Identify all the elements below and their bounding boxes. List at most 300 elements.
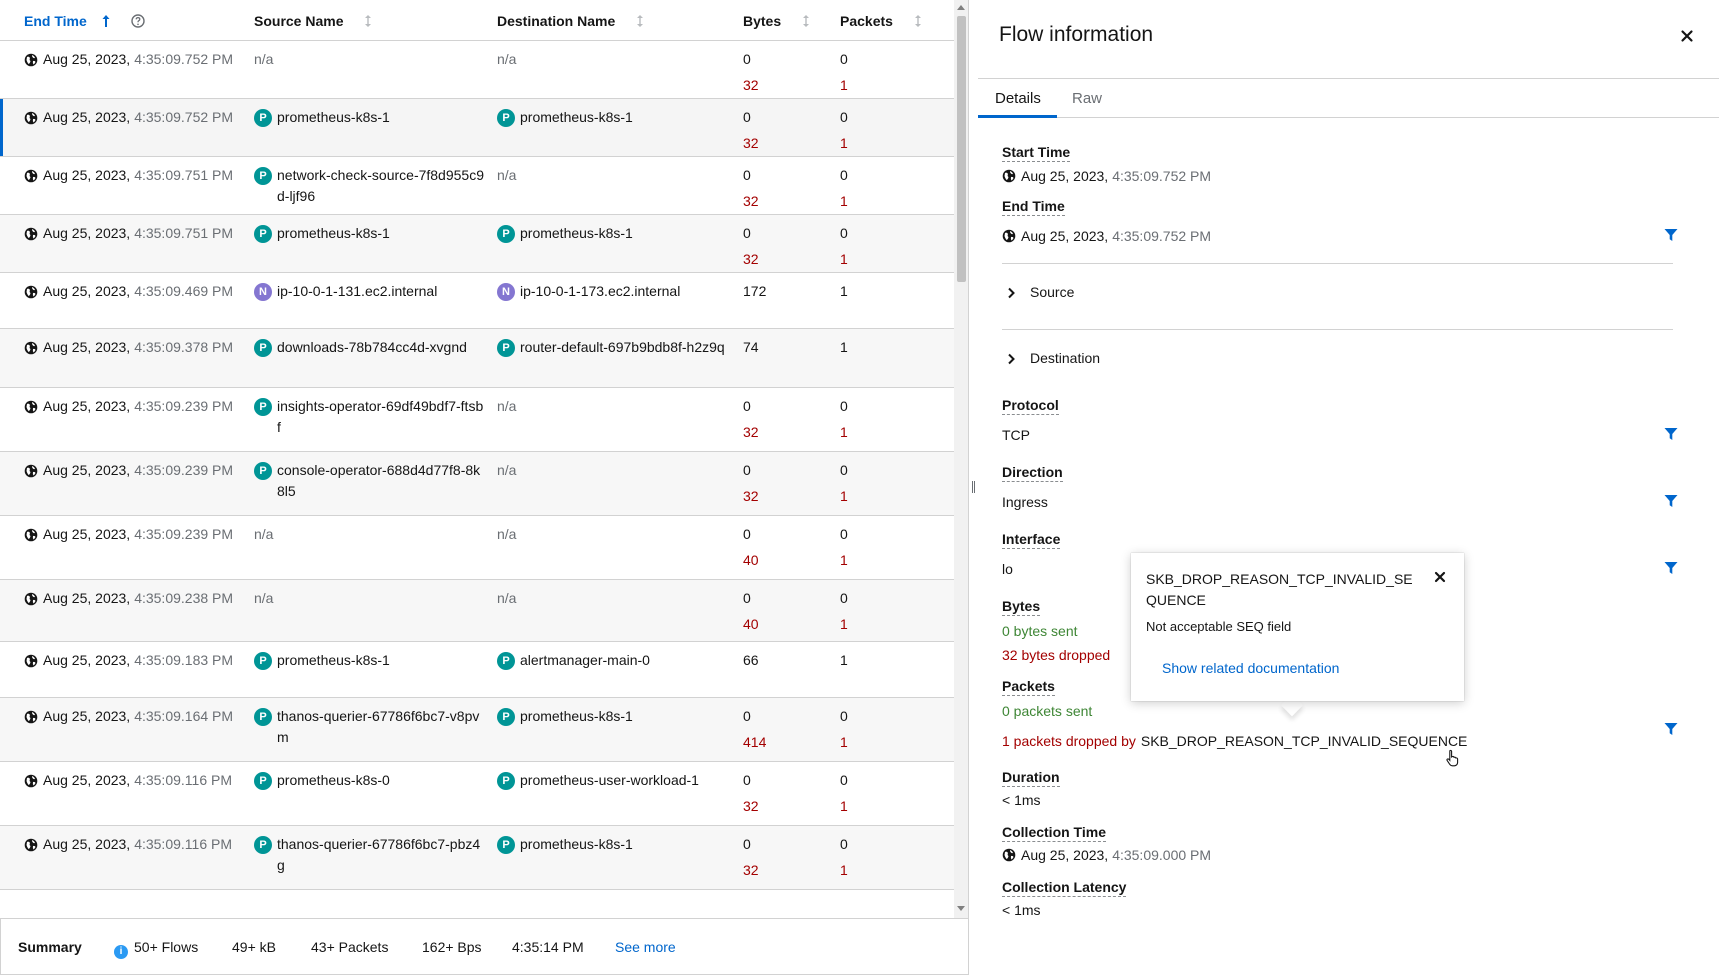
row-date: Aug 25, 2023, xyxy=(43,462,131,478)
node-badge-icon: N xyxy=(497,283,515,301)
bytes-cell-dropped: 32 xyxy=(743,77,759,93)
packets-dropped-prefix: 1 packets dropped by xyxy=(1002,733,1136,749)
globe-icon xyxy=(24,168,38,182)
tab-raw[interactable]: Raw xyxy=(1072,90,1103,107)
packets-cell xyxy=(840,165,848,212)
dst-resource[interactable] xyxy=(497,650,727,671)
pod-badge-icon: P xyxy=(254,339,272,357)
sort-icon xyxy=(913,14,923,28)
start-time-label: Start Time xyxy=(1002,144,1071,160)
src-resource[interactable] xyxy=(254,281,484,302)
pod-badge-icon: P xyxy=(254,398,272,416)
dst-resource[interactable] xyxy=(497,770,727,791)
bytes-cell-sent: 0 xyxy=(743,836,751,852)
popover-body: Not acceptable SEQ field xyxy=(1146,619,1292,634)
filter-protocol-icon[interactable] xyxy=(1664,427,1678,441)
column-header-source-name[interactable]: Source Name xyxy=(254,13,373,29)
collection-latency-field xyxy=(1002,879,1126,918)
row-date: Aug 25, 2023, xyxy=(43,339,131,355)
chevron-right-icon xyxy=(1006,352,1016,364)
table-scrollbar[interactable] xyxy=(954,0,968,918)
globe-icon xyxy=(1002,229,1016,243)
packets-cell-dropped: 1 xyxy=(840,251,848,267)
packets-cell xyxy=(840,524,848,571)
info-icon: i xyxy=(114,945,128,959)
dst-name-na: n/a xyxy=(497,51,517,67)
bytes-cell xyxy=(743,49,759,96)
bytes-cell-sent: 0 xyxy=(743,772,751,788)
pod-badge-icon: P xyxy=(497,772,515,790)
dst-name: router-default-697b9bdb8f-h2z9q xyxy=(520,339,725,355)
dst-resource[interactable] xyxy=(497,107,727,128)
summary-rate: 162+ Bps xyxy=(422,939,482,955)
collection-time-field xyxy=(1002,824,1211,863)
row-clock: 4:35:09.239 PM xyxy=(134,526,234,542)
table-row[interactable] xyxy=(0,41,955,99)
bytes-cell xyxy=(743,770,759,817)
row-clock: 4:35:09.164 PM xyxy=(134,708,234,724)
bytes-cell-dropped: 32 xyxy=(743,135,759,151)
dst-resource[interactable] xyxy=(497,223,727,244)
bytes-cell xyxy=(743,107,759,154)
src-resource[interactable] xyxy=(254,650,484,671)
end-time-cell xyxy=(24,524,233,545)
bytes-cell xyxy=(743,706,766,753)
src-name: prometheus-k8s-0 xyxy=(277,772,390,788)
bytes-cell xyxy=(743,223,759,270)
packets-cell xyxy=(840,223,848,270)
filter-interface-icon[interactable] xyxy=(1664,561,1678,575)
row-date: Aug 25, 2023, xyxy=(43,708,131,724)
pod-badge-icon: P xyxy=(254,462,272,480)
pod-badge-icon: P xyxy=(254,109,272,127)
src-name: thanos-querier-67786f6bc7-pbz4g xyxy=(277,836,481,873)
bytes-label: Bytes xyxy=(1002,598,1041,614)
src-resource[interactable] xyxy=(254,337,484,358)
drawer-title: Flow information xyxy=(999,23,1154,46)
hand-cursor-icon xyxy=(1445,749,1461,767)
flow-information-drawer xyxy=(978,0,1719,975)
dst-name-na: n/a xyxy=(497,167,517,183)
end-time-cell xyxy=(24,337,233,358)
row-date: Aug 25, 2023, xyxy=(43,51,131,67)
globe-icon xyxy=(24,399,38,413)
chevron-right-icon xyxy=(1006,286,1016,298)
table-row[interactable] xyxy=(0,452,955,516)
row-date: Aug 25, 2023, xyxy=(43,109,131,125)
destination-expander[interactable]: Destination xyxy=(1006,350,1100,366)
bytes-cell-dropped: 32 xyxy=(743,193,759,209)
globe-icon xyxy=(24,837,38,851)
packets-cell-dropped: 1 xyxy=(840,193,848,209)
active-tab-indicator xyxy=(978,115,1057,118)
dst-resource[interactable] xyxy=(497,281,727,302)
packets-cell-dropped: 1 xyxy=(840,734,848,750)
end-time-cell xyxy=(24,834,232,855)
bytes-cell xyxy=(743,281,766,302)
globe-icon xyxy=(24,110,38,124)
globe-icon xyxy=(24,52,38,66)
end-time-cell xyxy=(24,396,233,417)
scroll-up-arrow[interactable] xyxy=(957,5,965,10)
bytes-cell xyxy=(743,165,759,212)
bytes-cell-value: 172 xyxy=(743,283,767,299)
summary-bytes: 49+ kB xyxy=(232,939,276,955)
packets-cell-dropped: 1 xyxy=(840,135,848,151)
row-date: Aug 25, 2023, xyxy=(43,652,131,668)
filter-direction-icon[interactable] xyxy=(1664,494,1678,508)
popover-title: SKB_DROP_REASON_TCP_INVALID_SEQUENCE xyxy=(1146,571,1413,608)
divider xyxy=(1002,329,1673,330)
start-time-field xyxy=(1002,144,1211,184)
end-time-cell xyxy=(24,650,233,671)
column-header-bytes[interactable]: Bytes xyxy=(743,13,811,29)
src-name-na: n/a xyxy=(254,526,274,542)
interface-value: lo xyxy=(1002,561,1013,577)
protocol-field xyxy=(1002,397,1059,443)
packets-cell xyxy=(840,706,848,753)
bytes-cell xyxy=(743,460,759,507)
src-name: prometheus-k8s-1 xyxy=(277,109,390,125)
row-date: Aug 25, 2023, xyxy=(43,836,131,852)
filter-packets-icon[interactable] xyxy=(1664,722,1678,736)
pod-badge-icon: P xyxy=(254,167,272,185)
globe-icon xyxy=(24,527,38,541)
interface-label: Interface xyxy=(1002,531,1061,547)
pod-badge-icon: P xyxy=(497,708,515,726)
row-clock: 4:35:09.183 PM xyxy=(134,652,234,668)
collection-time-label: Collection Time xyxy=(1002,824,1106,840)
bytes-cell-sent: 0 xyxy=(743,526,751,542)
drop-reason-link[interactable]: SKB_DROP_REASON_TCP_INVALID_SEQUENCE xyxy=(1140,733,1468,749)
packets-cell-sent: 0 xyxy=(840,109,848,125)
summary-flows[interactable]: i 50+ Flows xyxy=(114,939,198,959)
globe-icon xyxy=(24,773,38,787)
src-name: console-operator-688d4d77f8-8k8l5 xyxy=(277,462,481,499)
src-resource[interactable] xyxy=(254,706,484,748)
dst-name: prometheus-k8s-1 xyxy=(520,225,633,241)
dst-name: ip-10-0-1-173.ec2.internal xyxy=(520,283,681,299)
sort-ascending-icon xyxy=(101,14,111,28)
src-name: network-check-source-7f8d955c9d-ljf96 xyxy=(277,167,484,204)
pod-badge-icon: P xyxy=(254,708,272,726)
src-resource[interactable] xyxy=(254,165,484,207)
bytes-field xyxy=(1002,598,1110,663)
summary-time: 4:35:14 PM xyxy=(512,939,584,955)
scroll-down-arrow[interactable] xyxy=(957,906,965,911)
bytes-cell-sent: 0 xyxy=(743,225,751,241)
bytes-cell-sent: 0 xyxy=(743,109,751,125)
dst-name: prometheus-k8s-1 xyxy=(520,836,633,852)
src-name: thanos-querier-67786f6bc7-v8pvm xyxy=(277,708,480,745)
table-row[interactable] xyxy=(0,329,955,388)
row-date: Aug 25, 2023, xyxy=(43,526,131,542)
row-clock: 4:35:09.752 PM xyxy=(134,109,234,125)
dst-name: prometheus-user-workload-1 xyxy=(520,772,699,788)
packets-cell xyxy=(840,588,848,635)
packets-cell xyxy=(840,49,848,96)
row-date: Aug 25, 2023, xyxy=(43,225,131,241)
end-time-cell xyxy=(24,281,233,302)
row-clock: 4:35:09.238 PM xyxy=(134,590,234,606)
start-time-clock: 4:35:09.752 PM xyxy=(1112,168,1212,184)
row-date: Aug 25, 2023, xyxy=(43,167,131,183)
packets-cell-sent: 0 xyxy=(840,590,848,606)
packets-cell-dropped: 1 xyxy=(840,862,848,878)
duration-label: Duration xyxy=(1002,769,1060,785)
table-row[interactable] xyxy=(0,762,955,826)
dst-name-na: n/a xyxy=(497,462,517,478)
scroll-thumb[interactable] xyxy=(957,16,966,282)
protocol-label: Protocol xyxy=(1002,397,1059,413)
row-clock: 4:35:09.751 PM xyxy=(134,167,234,183)
close-icon[interactable] xyxy=(1433,570,1447,584)
end-time-label: End Time xyxy=(1002,198,1065,214)
row-clock: 4:35:09.239 PM xyxy=(134,462,234,478)
pod-badge-icon: P xyxy=(497,225,515,243)
packets-cell xyxy=(840,650,848,671)
globe-icon xyxy=(24,653,38,667)
src-name: prometheus-k8s-1 xyxy=(277,652,390,668)
packets-cell-dropped: 1 xyxy=(840,424,848,440)
globe-icon xyxy=(24,463,38,477)
globe-icon xyxy=(24,340,38,354)
dst-name: alertmanager-main-0 xyxy=(520,652,650,668)
end-time-date: Aug 25, 2023, xyxy=(1021,228,1109,244)
packets-cell-sent: 0 xyxy=(840,398,848,414)
globe-icon xyxy=(24,284,38,298)
start-time-date: Aug 25, 2023, xyxy=(1021,168,1109,184)
bytes-cell-dropped: 32 xyxy=(743,424,759,440)
end-time-cell xyxy=(24,770,232,791)
collection-latency-value: < 1ms xyxy=(1002,902,1041,918)
bytes-cell-dropped: 414 xyxy=(743,734,767,750)
row-clock: 4:35:09.378 PM xyxy=(134,339,234,355)
packets-cell-dropped: 1 xyxy=(840,616,848,632)
help-icon[interactable] xyxy=(131,14,145,28)
column-header-end-time[interactable]: End Time xyxy=(24,13,145,29)
bytes-cell-dropped: 32 xyxy=(743,251,759,267)
node-badge-icon: N xyxy=(254,283,272,301)
drawer-splitter[interactable] xyxy=(968,0,978,975)
pod-badge-icon: P xyxy=(497,652,515,670)
src-name-na: n/a xyxy=(254,590,274,606)
packets-cell-dropped: 1 xyxy=(840,488,848,504)
table-row[interactable] xyxy=(0,580,955,642)
table-row[interactable] xyxy=(0,215,955,273)
src-name-na: n/a xyxy=(254,51,274,67)
table-row[interactable] xyxy=(0,273,955,329)
collection-time-clock: 4:35:09.000 PM xyxy=(1112,847,1212,863)
bytes-cell-sent: 0 xyxy=(743,51,751,67)
packets-cell xyxy=(840,834,848,881)
packets-cell-sent: 0 xyxy=(840,836,848,852)
bytes-cell xyxy=(743,337,759,358)
direction-value: Ingress xyxy=(1002,494,1048,510)
packets-cell-sent: 0 xyxy=(840,708,848,724)
end-time-clock: 4:35:09.752 PM xyxy=(1112,228,1212,244)
summary-packets: 43+ Packets xyxy=(311,939,389,955)
splitter-grip-icon[interactable] xyxy=(972,481,975,493)
packets-cell-dropped: 1 xyxy=(840,552,848,568)
dst-name: prometheus-k8s-1 xyxy=(520,109,633,125)
row-date: Aug 25, 2023, xyxy=(43,283,131,299)
packets-cell-sent: 0 xyxy=(840,772,848,788)
packets-cell-value: 1 xyxy=(840,283,848,299)
bytes-cell-value: 74 xyxy=(743,339,759,355)
end-time-field xyxy=(1002,198,1211,244)
packets-cell xyxy=(840,460,848,507)
protocol-value: TCP xyxy=(1002,427,1030,443)
dst-name-na: n/a xyxy=(497,398,517,414)
end-time-cell xyxy=(24,588,233,609)
duration-field xyxy=(1002,769,1060,808)
row-clock: 4:35:09.752 PM xyxy=(134,51,234,67)
src-resource[interactable] xyxy=(254,107,484,128)
bytes-cell-dropped: 40 xyxy=(743,552,759,568)
summary-bar xyxy=(0,918,969,975)
bytes-cell xyxy=(743,834,759,881)
bytes-cell-dropped: 40 xyxy=(743,616,759,632)
bytes-cell-dropped: 32 xyxy=(743,862,759,878)
table-row[interactable] xyxy=(0,642,955,698)
row-clock: 4:35:09.239 PM xyxy=(134,398,234,414)
dst-name-na: n/a xyxy=(497,526,517,542)
row-clock: 4:35:09.116 PM xyxy=(134,772,232,788)
packets-cell-dropped: 1 xyxy=(840,77,848,93)
end-time-cell xyxy=(24,460,233,481)
duration-value: < 1ms xyxy=(1002,792,1041,808)
globe-icon xyxy=(24,709,38,723)
packets-cell-value: 1 xyxy=(840,652,848,668)
bytes-cell-sent: 0 xyxy=(743,398,751,414)
pod-badge-icon: P xyxy=(254,772,272,790)
src-resource[interactable] xyxy=(254,770,484,791)
tab-details[interactable]: Details xyxy=(995,90,1041,107)
bytes-cell-sent: 0 xyxy=(743,167,751,183)
bytes-sent: 0 bytes sent xyxy=(1002,623,1078,639)
table-row[interactable] xyxy=(0,388,955,452)
bytes-cell-dropped: 32 xyxy=(743,798,759,814)
bytes-cell xyxy=(743,650,759,671)
source-expander[interactable]: Source xyxy=(1006,284,1074,300)
packets-cell-sent: 0 xyxy=(840,526,848,542)
packets-sent: 0 packets sent xyxy=(1002,703,1093,719)
src-name: insights-operator-69df49bdf7-ftsbf xyxy=(277,398,484,435)
table-row[interactable] xyxy=(0,516,955,580)
packets-cell xyxy=(840,337,848,358)
packets-cell-sent: 0 xyxy=(840,462,848,478)
collection-time-date: Aug 25, 2023, xyxy=(1021,847,1109,863)
direction-label: Direction xyxy=(1002,464,1063,480)
dst-resource[interactable] xyxy=(497,834,727,855)
direction-field xyxy=(1002,464,1063,510)
sort-icon xyxy=(801,14,811,28)
collection-latency-label: Collection Latency xyxy=(1002,879,1127,895)
summary-title: Summary xyxy=(18,939,82,955)
packets-cell-sent: 0 xyxy=(840,51,848,67)
dst-resource[interactable] xyxy=(497,337,727,358)
end-time-cell xyxy=(24,165,233,186)
bytes-cell-value: 66 xyxy=(743,652,759,668)
packets-cell-dropped: 1 xyxy=(840,798,848,814)
bytes-cell-sent: 0 xyxy=(743,708,751,724)
packets-cell xyxy=(840,281,848,302)
src-name: downloads-78b784cc4d-xvgnd xyxy=(277,339,467,355)
bytes-cell-sent: 0 xyxy=(743,590,751,606)
bytes-cell xyxy=(743,588,759,635)
see-more-link[interactable]: See more xyxy=(615,939,676,955)
bytes-dropped: 32 bytes dropped xyxy=(1002,647,1111,663)
packets-label: Packets xyxy=(1002,678,1055,694)
sort-icon xyxy=(635,14,645,28)
close-icon[interactable] xyxy=(1679,28,1695,44)
pod-badge-icon: P xyxy=(254,836,272,854)
row-clock: 4:35:09.469 PM xyxy=(134,283,234,299)
pod-badge-icon: P xyxy=(497,836,515,854)
table-row[interactable] xyxy=(0,157,955,215)
pod-badge-icon: P xyxy=(497,109,515,127)
src-name: ip-10-0-1-131.ec2.internal xyxy=(277,283,438,299)
src-resource[interactable] xyxy=(254,396,484,438)
drop-reason-popover xyxy=(1131,553,1464,701)
filter-end-time-icon[interactable] xyxy=(1664,228,1678,242)
row-date: Aug 25, 2023, xyxy=(43,772,131,788)
dst-resource[interactable] xyxy=(497,706,727,727)
row-date: Aug 25, 2023, xyxy=(43,590,131,606)
packets-cell-sent: 0 xyxy=(840,167,848,183)
column-header-packets[interactable]: Packets xyxy=(840,13,923,29)
table-row[interactable] xyxy=(0,826,955,890)
row-clock: 4:35:09.751 PM xyxy=(134,225,234,241)
end-time-cell xyxy=(24,107,233,128)
divider xyxy=(1002,263,1673,264)
column-header-destination-name[interactable]: Destination Name xyxy=(497,13,645,29)
dst-name: prometheus-k8s-1 xyxy=(520,708,633,724)
related-documentation-link[interactable]: Show related documentation xyxy=(1162,660,1340,676)
src-resource[interactable] xyxy=(254,834,484,876)
drawer-tabs xyxy=(978,78,1719,118)
table-row[interactable] xyxy=(0,698,955,762)
row-clock: 4:35:09.116 PM xyxy=(134,836,232,852)
globe-icon xyxy=(24,591,38,605)
row-date: Aug 25, 2023, xyxy=(43,398,131,414)
globe-icon xyxy=(1002,848,1016,862)
table-row[interactable] xyxy=(0,99,955,157)
table-header xyxy=(0,0,955,41)
dst-name-na: n/a xyxy=(497,590,517,606)
src-resource[interactable] xyxy=(254,223,484,244)
packets-cell xyxy=(840,107,848,154)
bytes-cell xyxy=(743,396,759,443)
pod-badge-icon: P xyxy=(254,652,272,670)
packets-cell xyxy=(840,770,848,817)
end-time-cell xyxy=(24,706,233,727)
bytes-cell-dropped: 32 xyxy=(743,488,759,504)
src-resource[interactable] xyxy=(254,460,484,502)
bytes-cell-sent: 0 xyxy=(743,462,751,478)
packets-cell-sent: 0 xyxy=(840,225,848,241)
pod-badge-icon: P xyxy=(497,339,515,357)
src-name: prometheus-k8s-1 xyxy=(277,225,390,241)
interface-field xyxy=(1002,531,1060,577)
globe-icon xyxy=(24,226,38,240)
end-time-cell xyxy=(24,223,233,244)
packets-cell xyxy=(840,396,848,443)
globe-icon xyxy=(1002,169,1016,183)
sort-icon xyxy=(363,14,373,28)
end-time-cell xyxy=(24,49,233,70)
